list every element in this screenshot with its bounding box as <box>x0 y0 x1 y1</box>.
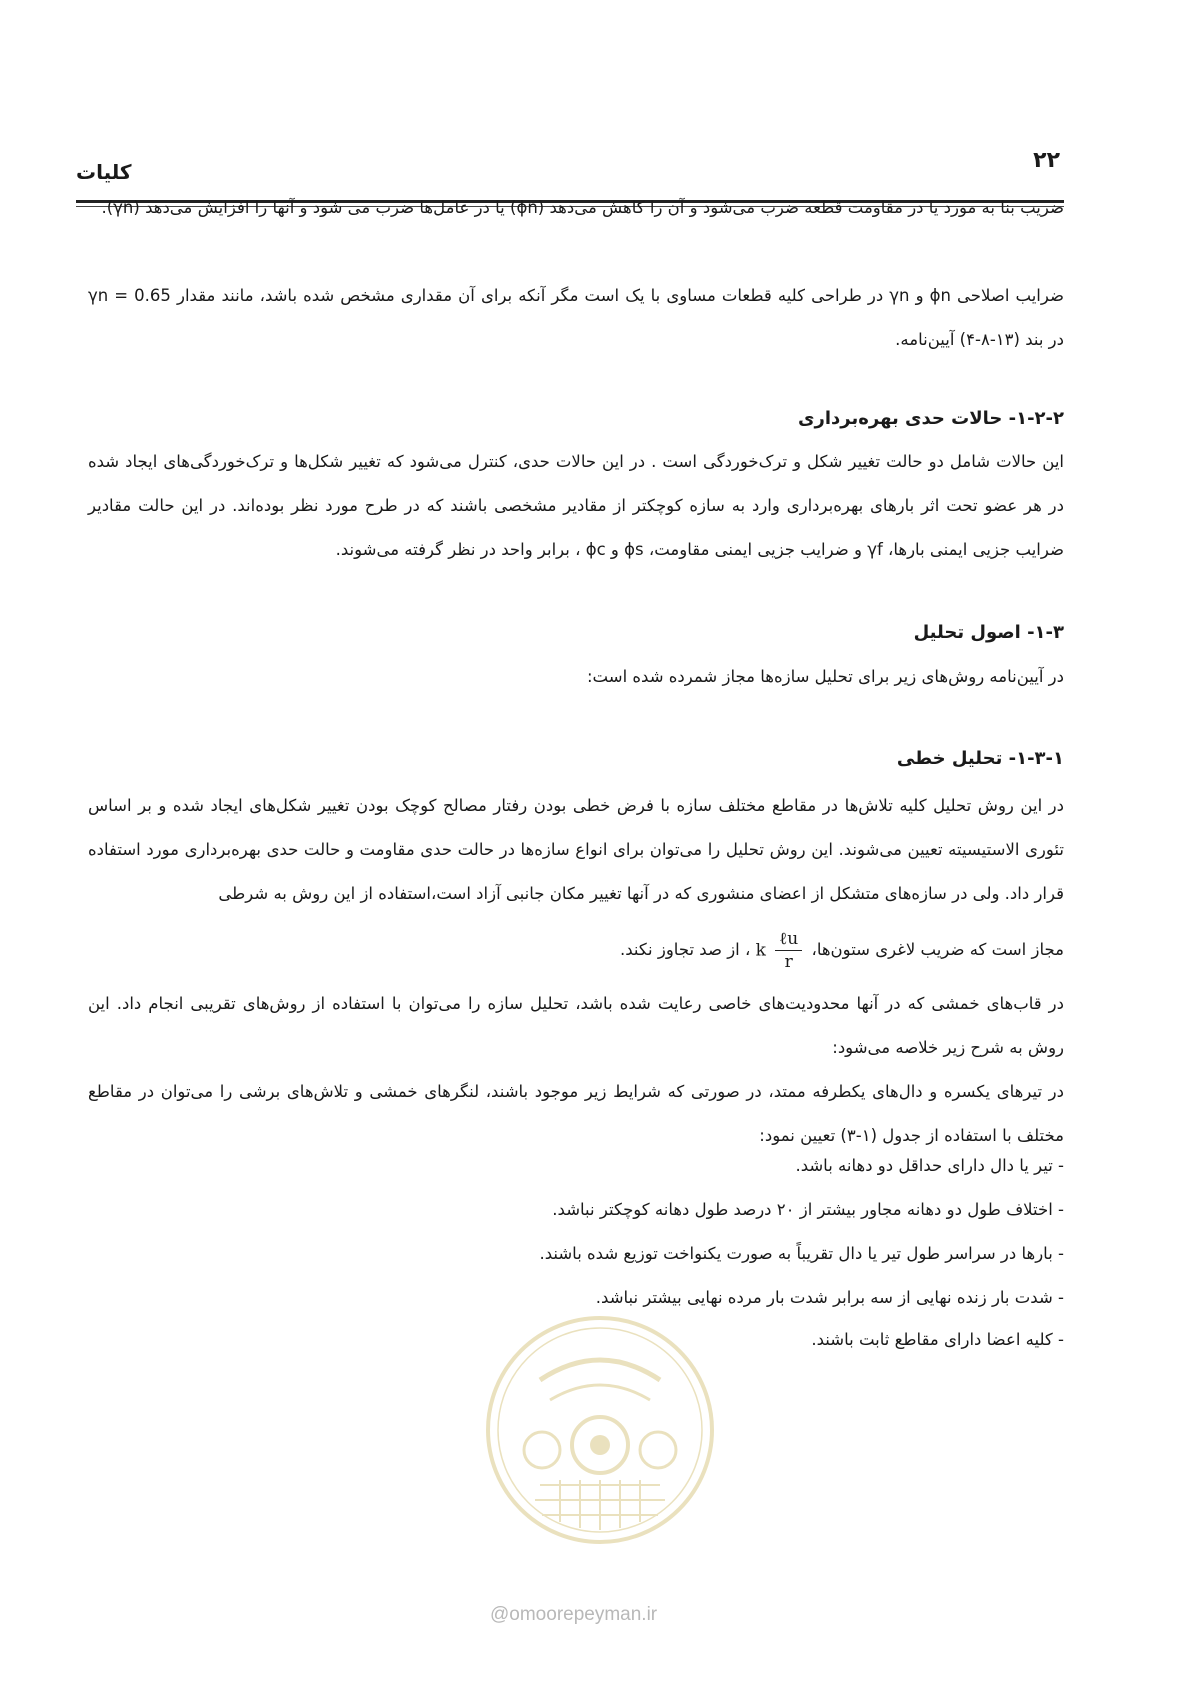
fraction-denominator: r <box>784 952 793 972</box>
slenderness-text-before: مجاز است که ضریب لاغری ستون‌ها، <box>811 940 1064 959</box>
list-item: - تیر یا دال دارای حداقل دو دهانه باشد. <box>795 1156 1064 1175</box>
list-item: - کلیه اعضا دارای مقاطع ثابت باشند. <box>811 1330 1064 1349</box>
slenderness-text-after: ، از صد تجاوز نکند. <box>620 940 751 959</box>
paragraph-reduction-factor: ضریب بنا به مورد یا در مقاومت قطعه ضرب می‌شود و آن را کاهش می‌دهد (ϕn) یا در عامل‌ها ضرب می شود و آنها را افزایش می‌دهد (γn). <box>101 198 1064 217</box>
watermark-footer: @omoorepeyman.ir <box>490 1604 658 1625</box>
slenderness-fraction <box>775 928 802 973</box>
paragraph-moment-frames: در قاب‌های خمشی که در آنها محدودیت‌های خاصی رعایت شده باشد، تحلیل سازه را می‌توان با استفاده از روش‌های تقریبی انجام داد. این روش به شرح زیر خلاصه می‌شود: <box>88 994 1064 1057</box>
paragraph-serviceability: این حالات شامل دو حالت تغییر شکل و ترک‌خوردگی است . در این حالات حدی، کنترل می‌شود که تغییر شکل‌ها و ترک‌خوردگی‌های ایجاد شده در هر عضو تحت اثر بارهای بهره‌برداری وارد به سازه کوچکتر از مقادیر مشخصی باشند که در طرح مورد نظر بوده‌اند. در این حالت مقادیر ضرایب جزیی ایمنی بارها، γf و ضرایب جزیی ایمنی مقاومت، ϕs و ϕc ، برابر واحد در نظر گرفته می‌شوند. <box>88 452 1064 559</box>
watermark-stamp <box>480 1310 720 1550</box>
heading-serviceability-limit: ۱-۲-۲- حالات حدی بهره‌برداری <box>798 408 1064 429</box>
list-item: - اختلاف طول دو دهانه مجاور بیشتر از ۲۰ درصد طول دهانه کوچکتر نباشد. <box>552 1200 1064 1219</box>
paragraph-slenderness <box>88 928 1064 973</box>
running-header-title: کلیات <box>76 160 132 184</box>
slenderness-formula <box>756 928 807 973</box>
page-number: ۲۲ <box>1033 148 1060 173</box>
paragraph-continuous-beams: در تیرهای یکسره و دال‌های یکطرفه ممتد، در صورتی که شرایط زیر موجود باشند، لنگرهای خمشی و تلاش‌های برشی را می‌توان در مقاطع مختلف با استفاده از جدول (۱-۳) تعیین نمود: <box>88 1082 1064 1145</box>
paragraph-linear-analysis: در این روش تحلیل کلیه تلاش‌ها در مقاطع مختلف سازه با فرض خطی بودن رفتار مصالح کوچک بودن تغییر شکل‌های ایجاد شده و بر اساس تئوری الاستیسیته تعیین می‌شوند. این روش تحلیل را می‌توان برای انواع سازه‌ها در حالت حدی مقاومت و حالت حدی بهره‌برداری مورد استفاده قرار داد. ولی در سازه‌های متشکل از اعضای منشوری که در آنها تغییر مکان جانبی آزاد است،استفاده از این روش به شرطی <box>88 796 1064 903</box>
list-item: - شدت بار زنده نهایی از سه برابر شدت بار مرده نهایی بیشتر نباشد. <box>595 1288 1064 1307</box>
paragraph-correction-factors: ضرایب اصلاحی ϕn و γn در طراحی کلیه قطعات مساوی با یک است مگر آنکه برای آن مقداری مشخص شده باشد، مانند مقدار γn = 0.65 در بند (۱۳-۸-۴) آیین‌نامه. <box>88 286 1065 349</box>
fraction-numerator: ℓu <box>775 928 802 951</box>
slenderness-k: k <box>755 940 766 961</box>
heading-linear-analysis: ۱-۳-۱- تحلیل خطی <box>896 748 1064 769</box>
paragraph-analysis-methods: در آیین‌نامه روش‌های زیر برای تحلیل سازه‌ها مجاز شمرده شده است: <box>587 667 1064 686</box>
heading-analysis-principles: ۱-۳- اصول تحلیل <box>913 622 1064 643</box>
list-item: - بارها در سراسر طول تیر یا دال تقریباً به صورت یکنواخت توزیع شده باشند. <box>539 1244 1064 1263</box>
